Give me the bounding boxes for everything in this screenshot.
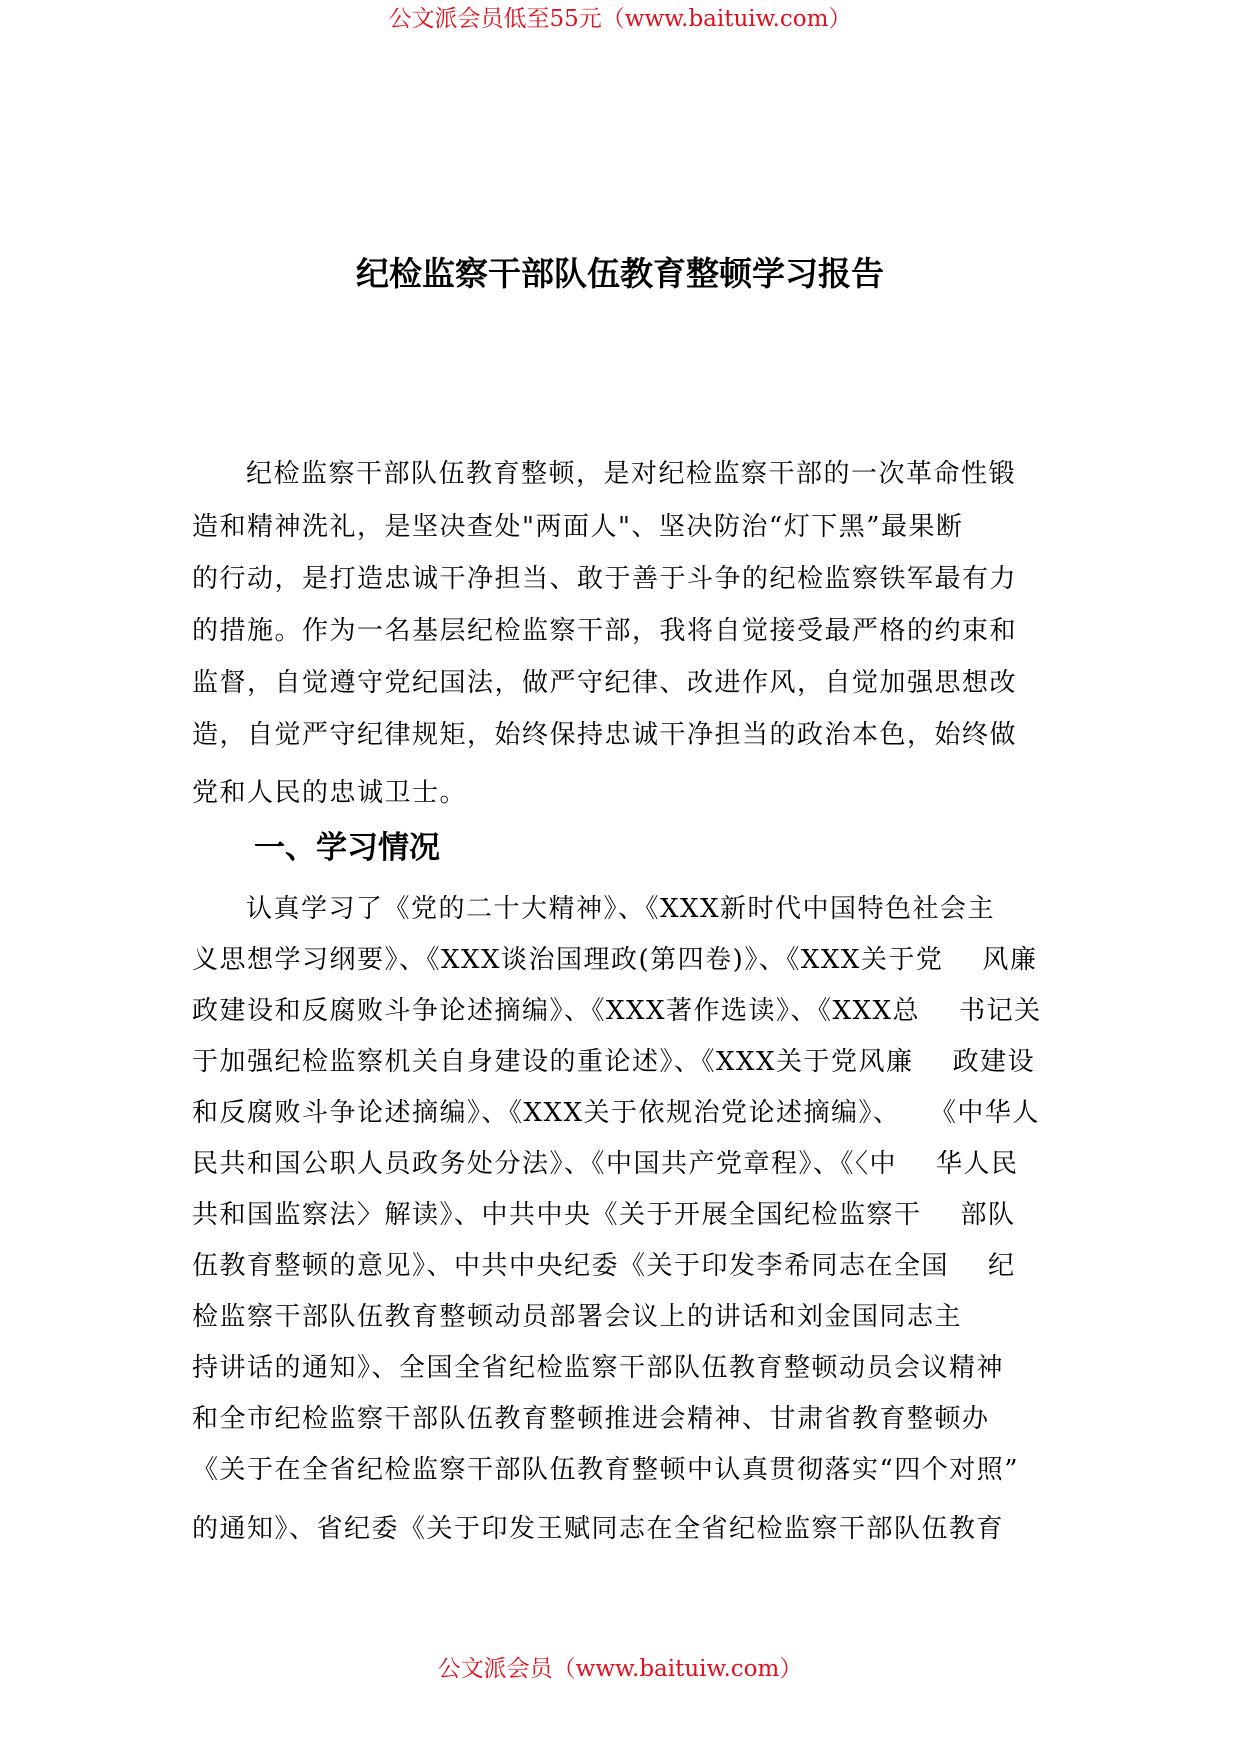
section-heading-study: 一、学习情况 xyxy=(254,830,440,866)
section1-line-11: 和全市纪检监察干部队伍教育整顿推进会精神、甘肃省教育整顿办 xyxy=(192,1404,990,1434)
section1-line-4: 于加强纪检监察机关自身建设的重论述》、《XXX关于党风廉 政建设 xyxy=(192,1047,1036,1077)
intro-line-4: 的措施。作为一名基层纪检监察干部，我将自觉接受最严格的约束和 xyxy=(192,616,1018,646)
intro-line-5: 监督，自觉遵守党纪国法，做严守纪律、改进作风，自觉加强思想改 xyxy=(192,668,1018,698)
footer-banner: 公文派会员（www.baituiw.com） xyxy=(437,1656,803,1682)
section1-line-1: 认真学习了《党的二十大精神》、《XXX新时代中国特色社会主 xyxy=(246,894,996,924)
section1-line-6: 民共和国公职人员政务处分法》、《中国共产党章程》、《〈中 华人民 xyxy=(192,1149,1019,1179)
section1-line-8: 伍教育整顿的意见》、中共中央纪委《关于印发李希同志在全国 纪 xyxy=(192,1251,1016,1281)
intro-line-2: 造和精神洗礼，是坚决查处"两面人"、坚决防治“灯下黑”最果断 xyxy=(192,512,964,542)
intro-line-3: 的行动，是打造忠诚干净担当、敢于善于斗争的纪检监察铁军最有力 xyxy=(192,564,1018,594)
intro-line-1: 纪检监察干部队伍教育整顿，是对纪检监察干部的一次革命性锻 xyxy=(246,459,1017,489)
intro-line-7: 党和人民的忠诚卫士。 xyxy=(192,778,468,808)
section1-line-9: 检监察干部队伍教育整顿动员部署会议上的讲话和刘金国同志主 xyxy=(192,1302,963,1332)
section1-line-10: 持讲话的通知》、全国全省纪检监察干部队伍教育整顿动员会议精神 xyxy=(192,1353,1005,1383)
document-title: 纪检监察干部队伍教育整顿学习报告 xyxy=(356,254,884,293)
intro-line-6: 造，自觉严守纪律规矩，始终保持忠诚干净担当的政治本色，始终做 xyxy=(192,720,1018,750)
section1-line-13: 的通知》、省纪委《关于印发王赋同志在全省纪检监察干部队伍教育 xyxy=(192,1514,1005,1544)
header-banner: 公文派会员低至55元（www.baituiw.com） xyxy=(388,6,852,32)
section1-line-7: 共和国监察法〉解读》、中共中央《关于开展全国纪检监察干 部队 xyxy=(192,1200,1016,1230)
section1-line-5: 和反腐败斗争论述摘编》、《XXX关于依规治党论述摘编》、 《中华人 xyxy=(192,1098,1040,1128)
section1-line-2: 义思想学习纲要》、《XXX谈治国理政(第四卷)》、《XXX关于党 风廉 xyxy=(192,945,1038,975)
section1-line-3: 政建设和反腐败斗争论述摘编》、《XXX著作选读》、《XXX总 书记关 xyxy=(192,996,1042,1026)
section1-line-12: 《关于在全省纪检监察干部队伍教育整顿中认真贯彻落实“四个对照” xyxy=(192,1455,1020,1485)
